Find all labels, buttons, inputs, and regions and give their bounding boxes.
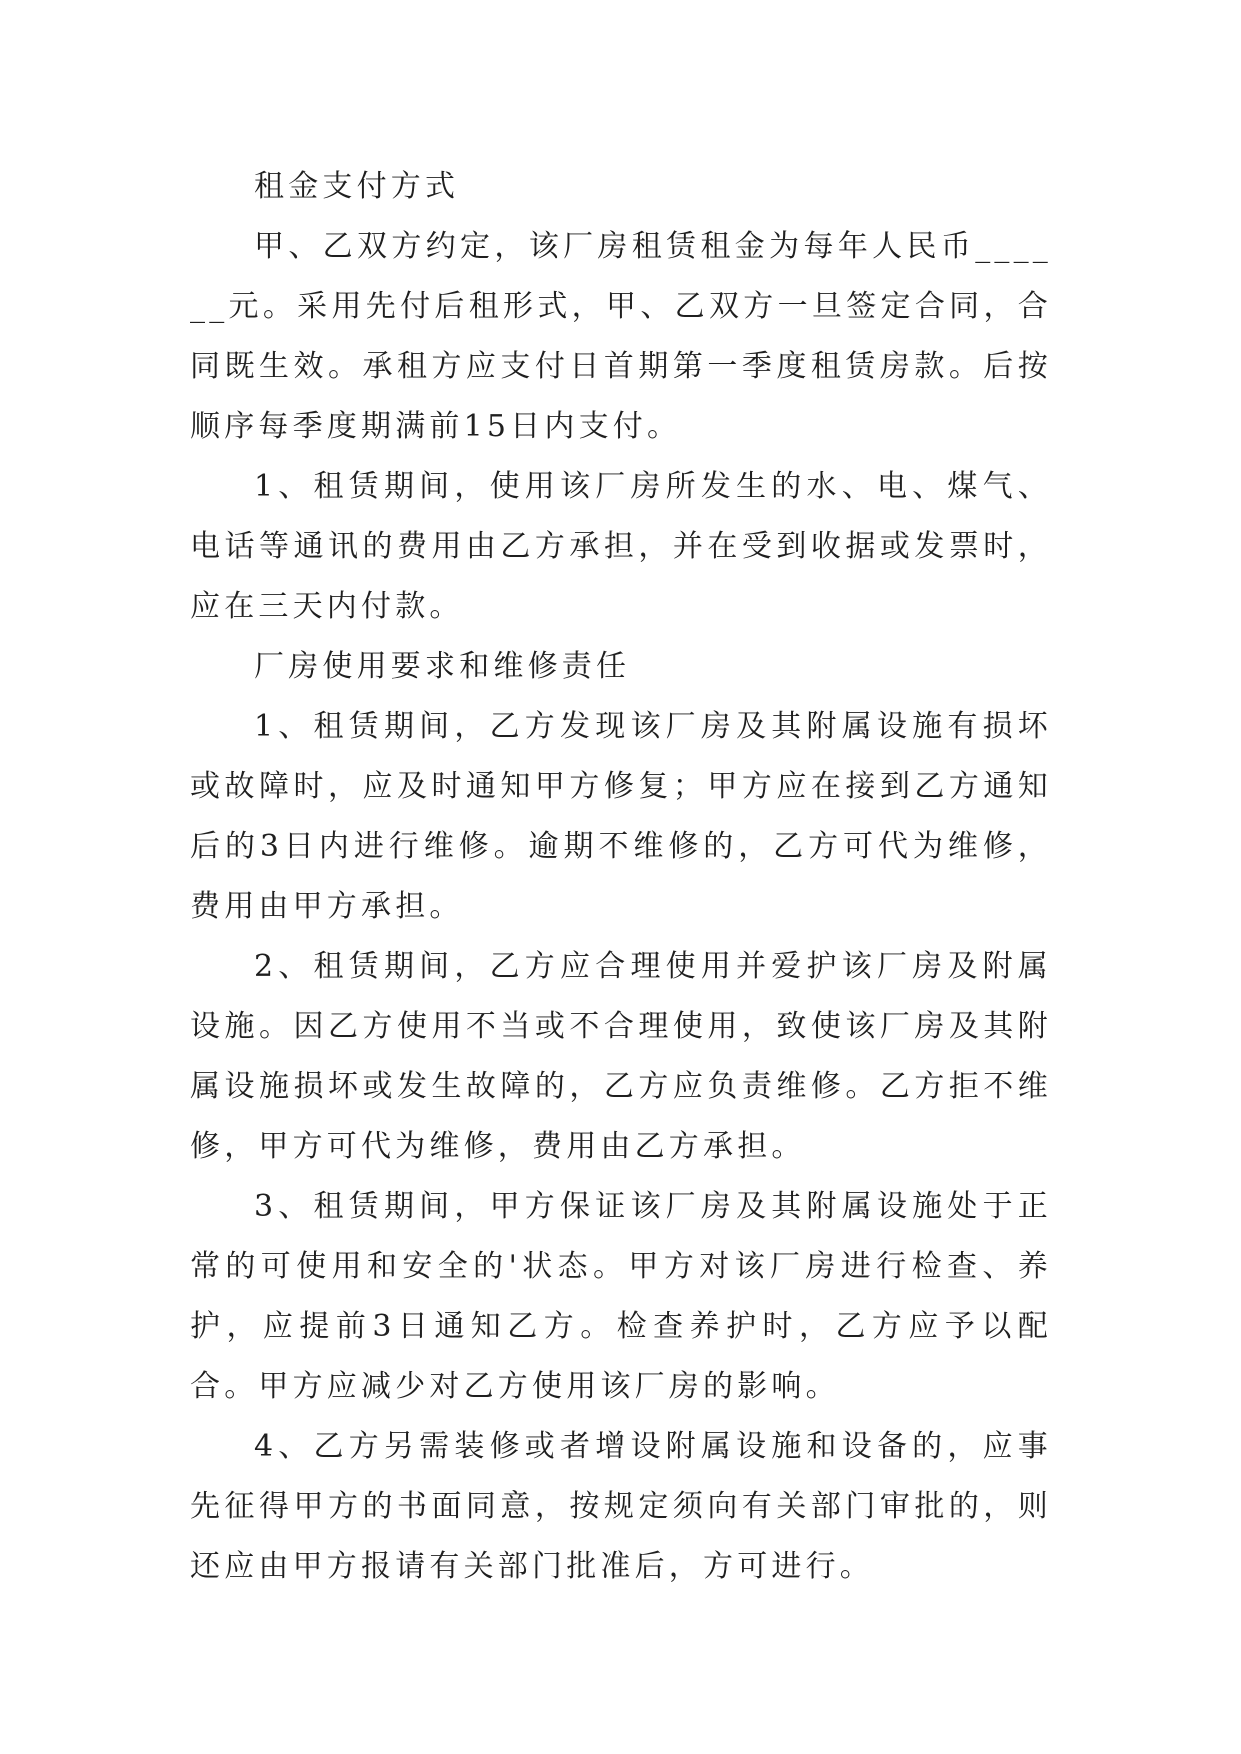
paragraph-proper-use: 2、租赁期间，乙方应合理使用并爱护该厂房及附属设施。因乙方使用不当或不合理使用，致使该厂房及其附属设施损坏或发生故障的，乙方应负责维修。乙方拒不维修，甲方可代为维修，费用由乙方承担。 xyxy=(190,949,1052,1164)
paragraph-inspection: 3、租赁期间，甲方保证该厂房及其附属设施处于正常的可使用和安全的'状态。甲方对该厂房进行检查、养护，应提前3日通知乙方。检查养护时，乙方应予以配合。甲方应减少对乙方使用该厂房的影响。 xyxy=(190,1189,1052,1404)
section-heading-rent-payment: 租金支付方式 xyxy=(254,169,460,204)
section-heading-usage-maintenance: 厂房使用要求和维修责任 xyxy=(254,649,631,684)
paragraph-repair-notice: 1、租赁期间，乙方发现该厂房及其附属设施有损坏或故障时，应及时通知甲方修复；甲方应在接到乙方通知后的3日内进行维修。逾期不维修的，乙方可代为维修，费用由甲方承担。 xyxy=(190,709,1052,924)
document-body xyxy=(190,157,1052,1597)
paragraph-rent-terms: 甲、乙双方约定，该厂房租赁租金为每年人民币______元。采用先付后租形式，甲、乙双方一旦签定合同，合同既生效。承租方应支付日首期第一季度租赁房款。后按顺序每季度期满前15日内支付。 xyxy=(190,229,1052,444)
paragraph-renovation: 4、乙方另需装修或者增设附属设施和设备的，应事先征得甲方的书面同意，按规定须向有关部门审批的，则还应由甲方报请有关部门批准后，方可进行。 xyxy=(190,1429,1052,1584)
paragraph-utilities: 1、租赁期间，使用该厂房所发生的水、电、煤气、电话等通讯的费用由乙方承担，并在受到收据或发票时，应在三天内付款。 xyxy=(190,469,1052,624)
